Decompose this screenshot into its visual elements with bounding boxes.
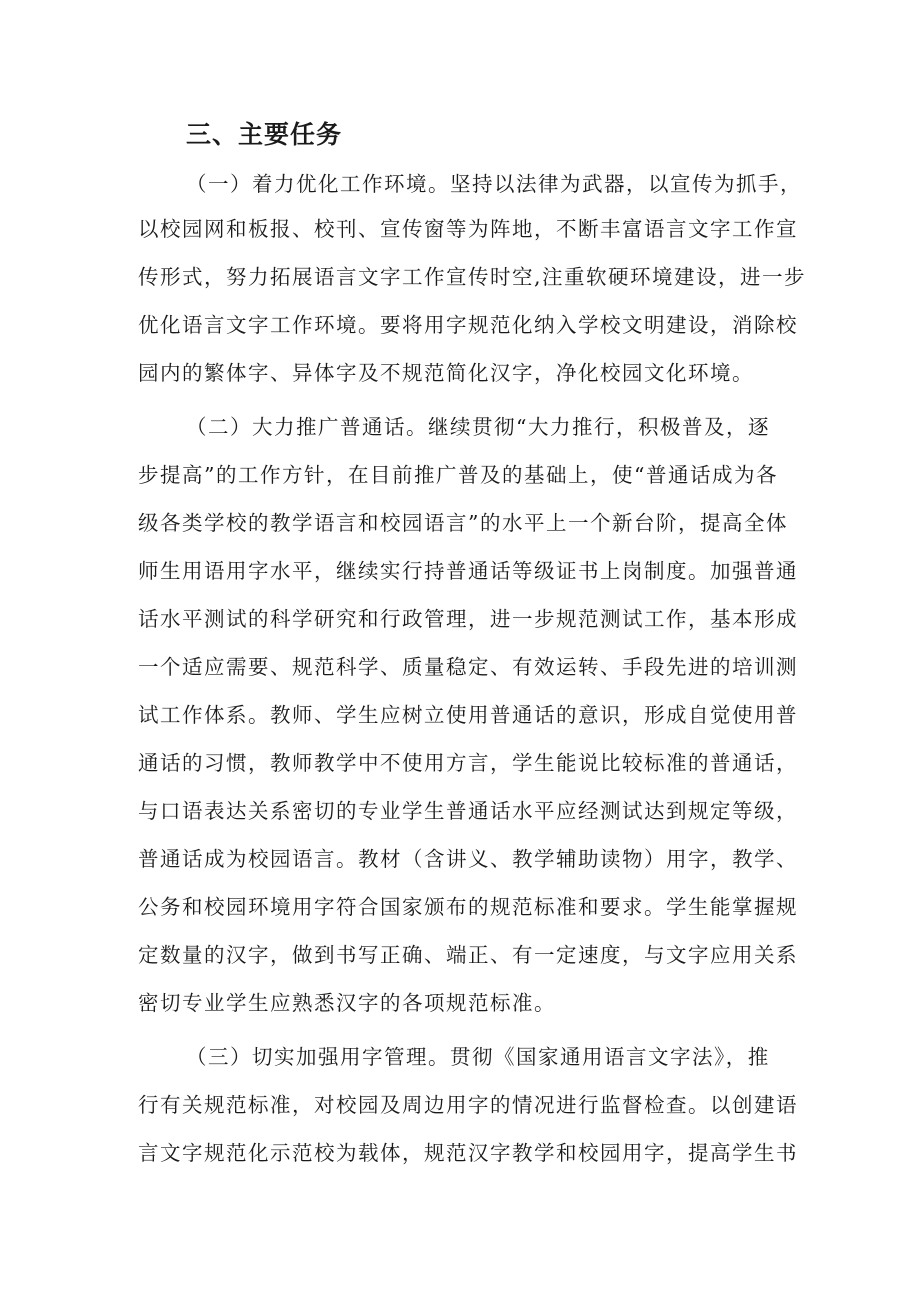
paragraph-line: 言文字规范化示范校为载体，规范汉字教学和校园用字，提高学生书 [138,1141,798,1165]
paragraph-line: （三）切实加强用字管理。贯彻《国家通用语言文字法》，推 [186,1045,770,1069]
paragraph-line: 一个适应需要、规范科学、质量稳定、有效运转、手段先进的培训测 [138,655,798,679]
paragraph-line: 级各类学校的教学语言和校园语言”的水平上一个新台阶，提高全体 [138,511,788,535]
paragraph-line: 传形式，努力拓展语言文字工作宣传时空,注重软硬环境建设，进一步 [138,265,807,289]
paragraph-line: （一）着力优化工作环境。坚持以法律为武器，以宣传为抓手， [186,172,802,196]
paragraph-line: 定数量的汉字，做到书写正确、端正、有一定速度，与文字应用关系 [138,943,798,967]
paragraph-line: （二）大力推广普通话。继续贯彻“大力推行，积极普及，逐 [186,415,770,439]
paragraph-line: 行有关规范标准，对校园及周边用字的情况进行监督检查。以创建语 [138,1093,798,1117]
paragraph-line: 步提高”的工作方针，在目前推广普及的基础上，使“普通话成为各 [138,463,778,487]
paragraph-line: 试工作体系。教师、学生应树立使用普通话的意识，形成自觉使用普 [138,703,798,727]
paragraph-line: 话水平测试的科学研究和行政管理，进一步规范测试工作，基本形成 [138,607,798,631]
paragraph-line: 普通话成为校园语言。教材（含讲义、教学辅助读物）用字，教学、 [138,847,798,871]
paragraph-line: 师生用语用字水平，继续实行持普通话等级证书上岗制度。加强普通 [138,559,798,583]
paragraph-line: 优化语言文字工作环境。要将用字规范化纳入学校文明建设，消除校 [138,313,798,337]
paragraph-line: 公务和校园环境用字符合国家颁布的规范标准和要求。学生能掌握规 [138,895,798,919]
paragraph-line: 以校园网和板报、校刊、宣传窗等为阵地，不断丰富语言文字工作宣 [138,217,798,241]
paragraph-line: 园内的繁体字、异体字及不规范简化汉字，净化校园文化环境。 [138,361,754,385]
section-heading: 三、主要任务 [186,120,343,149]
paragraph-line: 通话的习惯，教师教学中不使用方言，学生能说比较标准的普通话， [138,751,798,775]
paragraph-line: 密切专业学生应熟悉汉字的各项规范标准。 [138,991,556,1015]
paragraph-line: 与口语表达关系密切的专业学生普通话水平应经测试达到规定等级， [138,799,798,823]
